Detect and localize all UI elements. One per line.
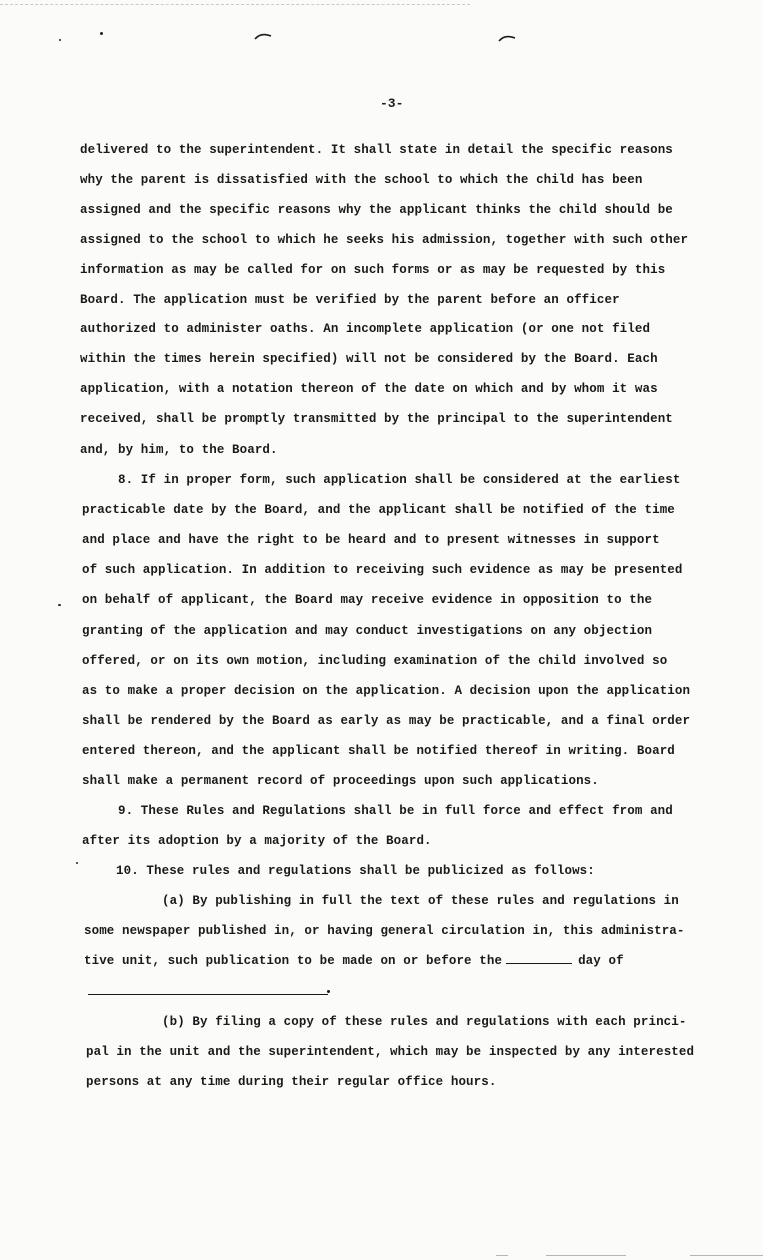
body-line: shall be rendered by the Board as early as may be practicable, and a final order xyxy=(82,714,691,728)
body-line: after its adoption by a majority of the Board. xyxy=(82,834,432,848)
body-line: why the parent is dissatisfied with the school to which the child has been xyxy=(80,173,643,187)
bottom-scan-edge xyxy=(690,1255,763,1256)
month-blank-period xyxy=(327,990,330,993)
staple-mark-right xyxy=(498,34,516,42)
body-line: authorized to administer oaths. An incomplete application (or one not filed xyxy=(80,322,651,336)
body-line: and place and have the right to be heard and to present witnesses in support xyxy=(82,533,660,547)
bottom-scan-edge xyxy=(496,1255,508,1256)
body-line: received, shall be promptly transmitted by the principal to the superintendent xyxy=(80,412,673,426)
paragraph-8-start: 8. If in proper form, such application shall be considered at the earliest xyxy=(118,473,681,487)
body-line: shall make a permanent record of proceedings upon such applications. xyxy=(82,774,599,788)
body-line: persons at any time during their regular office hours. xyxy=(86,1075,497,1089)
body-line: Board. The application must be verified by the parent before an officer xyxy=(80,293,620,307)
page-number: -3- xyxy=(380,96,404,111)
body-line: granting of the application and may conduct investigations on any objection xyxy=(82,624,653,638)
date-fill-line xyxy=(84,954,624,968)
paragraph-9-start: 9. These Rules and Regulations shall be in full force and effect from and xyxy=(118,804,673,818)
top-scan-edge xyxy=(0,4,470,5)
body-line: entered thereon, and the applicant shall be notified thereof in writing. Board xyxy=(82,744,675,758)
body-line: assigned and the specific reasons why the applicant thinks the child should be xyxy=(80,203,673,217)
day-blank xyxy=(506,954,572,964)
body-line: and, by him, to the Board. xyxy=(80,443,278,457)
body-line: pal in the unit and the superintendent, which may be inspected by any interested xyxy=(86,1045,695,1059)
bottom-scan-edge xyxy=(546,1255,626,1256)
staple-mark-left xyxy=(254,32,272,40)
subparagraph-a-start: (a) By publishing in full the text of these rules and regulations in xyxy=(162,894,679,908)
body-line: information as may be called for on such forms or as may be requested by this xyxy=(80,263,666,277)
body-line: some newspaper published in, or having general circulation in, this administra- xyxy=(84,924,685,938)
body-line: of such application. In addition to receiving such evidence as may be presented xyxy=(82,563,683,577)
body-line: on behalf of applicant, the Board may receive evidence in opposition to the xyxy=(82,593,653,607)
body-line: delivered to the superintendent. It shall state in detail the specific reasons xyxy=(80,143,673,157)
body-line: offered, or on its own motion, including examination of the child involved so xyxy=(82,654,668,668)
body-line: within the times herein specified) will not be considered by the Board. Each xyxy=(80,352,658,366)
date-fill-text: tive unit, such publication to be made on or before the xyxy=(84,954,503,968)
date-fill-suffix: day of xyxy=(578,954,624,968)
paragraph-10-start: 10. These rules and regulations shall be publicized as follows: xyxy=(116,864,595,878)
body-line: practicable date by the Board, and the applicant shall be notified of the time xyxy=(82,503,675,517)
subparagraph-b-start: (b) By filing a copy of these rules and regulations with each princi- xyxy=(162,1015,687,1029)
month-blank-line xyxy=(88,994,328,995)
body-line: assigned to the school to which he seeks his admission, together with such other xyxy=(80,233,689,247)
body-line: as to make a proper decision on the application. A decision upon the application xyxy=(82,684,691,698)
body-line: application, with a notation thereon of the date on which and by whom it was xyxy=(80,382,658,396)
